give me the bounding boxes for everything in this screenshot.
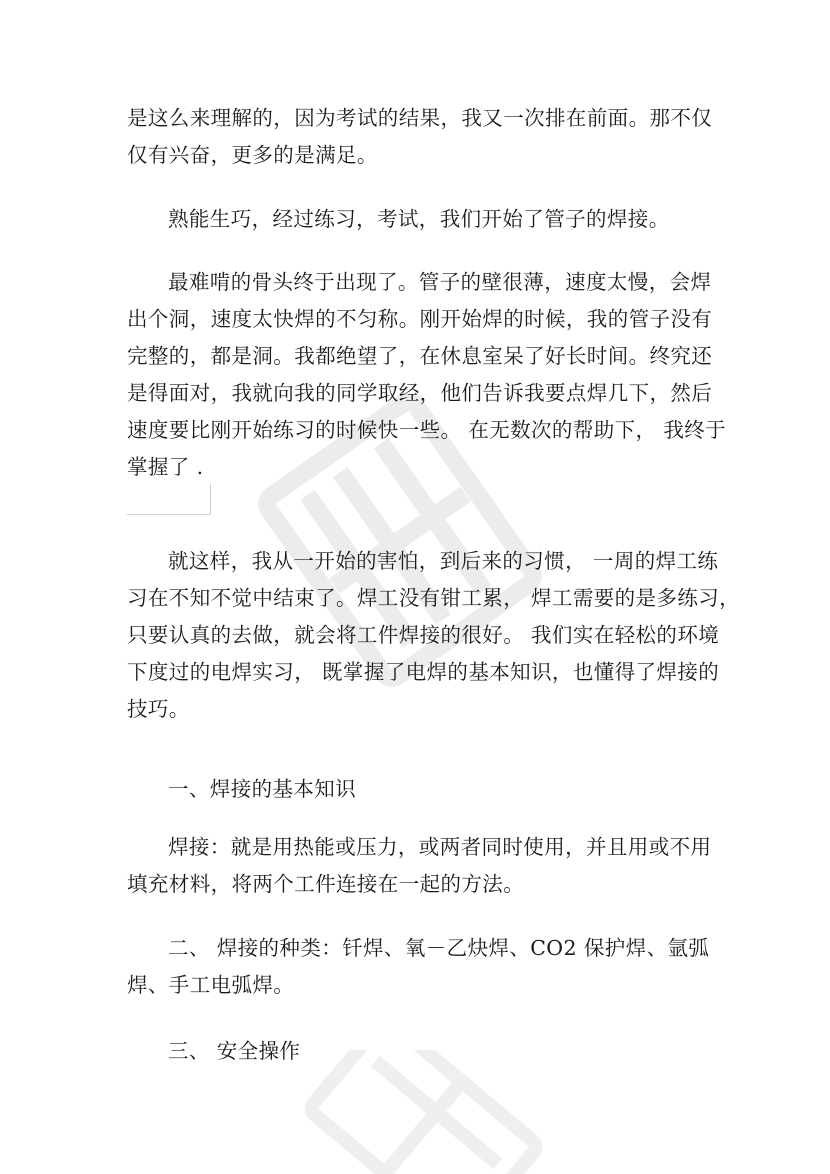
paragraph-line: 仅有兴奋，更多的是满足。	[127, 143, 378, 167]
paragraph-2	[127, 201, 717, 238]
paragraph-line: 最难啃的骨头终于出现了。管子的壁很薄，速度太慢，会焊	[168, 270, 712, 294]
paragraph-line: 是得面对，我就向我的同学取经，他们告诉我要点焊几下，然后	[127, 381, 713, 405]
paragraph-line: 技巧。	[127, 697, 190, 721]
heading-line: 一、焊接的基本知识	[168, 777, 357, 801]
paragraph-line: 出个洞，速度太快焊的不匀称。刚开始焊的时候，我的管子没有	[127, 307, 713, 331]
paragraph-line: 焊接：就是用热能或压力，或两者同时使用，并且用或不用	[168, 835, 712, 859]
section-heading-3	[127, 1033, 717, 1070]
heading-line: 三、 安全操作	[168, 1039, 301, 1063]
paragraph-line: 下度过的电焊实习， 既掌握了电焊的基本知识，也懂得了焊接的	[127, 660, 720, 684]
text-cursor-marker	[127, 514, 211, 515]
paragraph-line: 速度要比刚开始练习的时候快一些。 在无数次的帮助下， 我终于	[127, 418, 727, 442]
paragraph-line: 习在不知不觉中结束了。焊工没有钳工累， 焊工需要的是多练习，	[127, 586, 741, 610]
text-cursor-marker	[210, 484, 211, 514]
paragraph-6	[127, 829, 717, 903]
paragraph-line: 填充材料，将两个工件连接在一起的方法。	[127, 872, 525, 896]
paragraph-4	[127, 543, 741, 728]
paragraph-line: 完整的，都是洞。我都绝望了，在休息室呆了好长时间。终究还	[127, 344, 713, 368]
paragraph-line: 熟能生巧，经过练习，考试，我们开始了管子的焊接。	[168, 207, 670, 231]
section-heading-2	[127, 930, 717, 1004]
paragraph-line: 是这么来理解的，因为考试的结果，我又一次排在前面。那不仅	[127, 106, 713, 130]
paragraph-line: 焊、手工电弧焊。	[127, 973, 295, 997]
section-heading-1	[127, 771, 717, 808]
paragraph-line: 就这样，我从一开始的害怕，到后来的习惯， 一周的焊工练	[168, 549, 719, 573]
paragraph-3	[127, 264, 727, 486]
paragraph-line: 掌握了 .	[127, 455, 204, 479]
paragraph-1	[127, 100, 717, 174]
paragraph-line: 二、 焊接的种类：钎焊、氧－乙炔焊、CO2 保护焊、氩弧	[168, 936, 710, 960]
paragraph-line: 只要认真的去做，就会将工件焊接的很好。 我们实在轻松的环境	[127, 623, 720, 647]
